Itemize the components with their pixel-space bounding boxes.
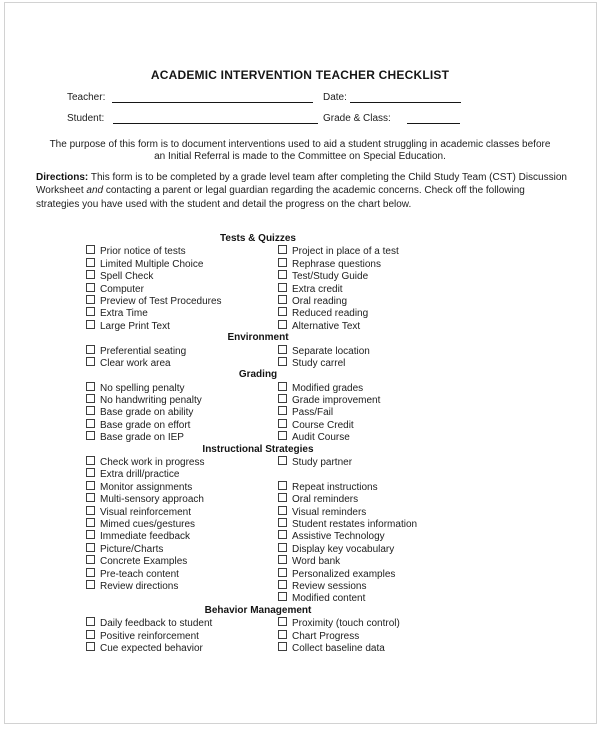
checkbox-label: Computer	[100, 283, 144, 295]
checkbox-item-oral-reminders	[278, 493, 358, 506]
checkbox[interactable]	[278, 481, 287, 490]
checkbox-item-monitor-assignments	[86, 481, 192, 494]
checklist-row	[0, 320, 600, 332]
checkbox[interactable]	[86, 481, 95, 490]
checklist-row	[0, 543, 600, 555]
checklist-row	[0, 307, 600, 319]
checklist-row	[0, 580, 600, 592]
checkbox-item-display-key-vocabulary	[278, 543, 394, 556]
checkbox-label: Reduced reading	[292, 308, 369, 320]
checkbox-label: Oral reading	[292, 295, 348, 307]
checklist	[0, 233, 600, 654]
checkbox[interactable]	[278, 493, 287, 502]
checkbox-item-pass-fail	[278, 406, 333, 419]
checkbox-item-modified-grades	[278, 382, 363, 395]
section-heading-instructional-strategies: Instructional Strategies	[202, 443, 314, 455]
checkbox[interactable]	[278, 506, 287, 515]
checkbox-label: Base grade on ability	[100, 407, 194, 419]
checkbox-label: Oral reminders	[292, 494, 359, 506]
checkbox-label: No spelling penalty	[100, 382, 185, 394]
checklist-row	[0, 431, 600, 443]
checkbox-item-cue-expected-behavior	[86, 642, 203, 655]
date-label: Date:	[323, 92, 347, 103]
checklist-row	[0, 642, 600, 654]
checklist-row	[0, 357, 600, 369]
checkbox-label: Visual reminders	[292, 506, 367, 518]
checklist-row	[0, 506, 600, 518]
checklist-row	[0, 245, 600, 257]
checklist-row	[0, 617, 600, 629]
checklist-row	[0, 382, 600, 394]
checkbox-label: Preview of Test Procedures	[100, 295, 222, 307]
checklist-row	[0, 283, 600, 295]
checkbox[interactable]	[278, 630, 287, 639]
section-heading-behavior-management: Behavior Management	[204, 604, 312, 616]
checkbox[interactable]	[86, 530, 95, 539]
checkbox-label: Test/Study Guide	[292, 271, 369, 283]
checkbox[interactable]	[86, 394, 95, 403]
checkbox-label: Pass/Fail	[292, 407, 334, 419]
checkbox-label: Check work in progress	[100, 457, 205, 469]
checkbox-item-extra-drill-practice	[86, 468, 179, 481]
checkbox-label: Student restates information	[292, 518, 418, 530]
checkbox[interactable]	[86, 555, 95, 564]
checkbox[interactable]	[86, 630, 95, 639]
checkbox-item-review-directions	[86, 580, 178, 593]
checkbox[interactable]	[278, 518, 287, 527]
checkbox[interactable]	[278, 642, 287, 651]
page-title: ACADEMIC INTERVENTION TEACHER CHECKLIST	[150, 68, 450, 82]
checkbox[interactable]	[278, 295, 287, 304]
checkbox-label: Clear work area	[100, 357, 171, 369]
checkbox-item-proximity-touch-control	[278, 617, 400, 630]
checkbox[interactable]	[86, 307, 95, 316]
checkbox-item-computer	[86, 283, 144, 296]
checkbox-item-visual-reinforcement	[86, 506, 191, 519]
checkbox-item-base-grade-on-ability	[86, 406, 193, 419]
checkbox-label: Personalized examples	[292, 568, 396, 580]
checkbox-item-extra-time	[86, 307, 148, 320]
checkbox[interactable]	[86, 568, 95, 577]
checkbox-label: Assistive Technology	[292, 531, 385, 543]
section-heading-environment: Environment	[227, 332, 289, 344]
teacher-input-line[interactable]	[112, 102, 313, 103]
checkbox-label: Prior notice of tests	[100, 246, 186, 258]
checkbox[interactable]	[86, 357, 95, 366]
checkbox-item-limited-multiple-choice	[86, 258, 203, 271]
checklist-row	[0, 406, 600, 418]
checkbox[interactable]	[86, 283, 95, 292]
checkbox-item-oral-reading	[278, 295, 347, 308]
checkbox-label: Course Credit	[292, 419, 354, 431]
checklist-row	[0, 394, 600, 406]
checkbox-label: Modified content	[292, 593, 366, 605]
checkbox-label: Extra drill/practice	[100, 469, 180, 481]
checklist-row	[0, 481, 600, 493]
section-heading-tests-quizzes: Tests & Quizzes	[220, 233, 296, 244]
checkbox-item-assistive-technology	[278, 530, 385, 543]
checkbox-label: Alternative Text	[292, 320, 361, 332]
checklist-row	[0, 568, 600, 580]
checkbox-item-study-carrel	[278, 357, 345, 370]
checklist-row	[0, 630, 600, 642]
checkbox-label: Positive reinforcement	[100, 630, 199, 642]
checkbox[interactable]	[278, 419, 287, 428]
checkbox[interactable]	[278, 382, 287, 391]
checkbox-item-review-sessions	[278, 580, 366, 593]
checkbox[interactable]	[86, 320, 95, 329]
checkbox-item-course-credit	[278, 419, 354, 432]
checkbox-label: Study partner	[292, 457, 353, 469]
checkbox-item-student-restates-information	[278, 518, 417, 531]
checklist-row	[0, 518, 600, 530]
directions-text	[36, 171, 568, 211]
checkbox[interactable]	[278, 320, 287, 329]
checkbox[interactable]	[278, 555, 287, 564]
checkbox[interactable]	[278, 406, 287, 415]
checkbox-label: Review directions	[100, 580, 179, 592]
directions-italic-word: and	[86, 185, 104, 197]
checkbox[interactable]	[278, 270, 287, 279]
checkbox-label: Display key vocabulary	[292, 543, 395, 555]
checkbox-item-picture-charts	[86, 543, 163, 556]
checkbox[interactable]	[278, 431, 287, 440]
checkbox[interactable]	[278, 530, 287, 539]
checkbox-label: Cue expected behavior	[100, 642, 203, 654]
checkbox-label: Immediate feedback	[100, 531, 191, 543]
checkbox[interactable]	[86, 431, 95, 440]
checkbox-item-word-bank	[278, 555, 340, 568]
checkbox-item-check-work-in-progress	[86, 456, 204, 469]
checkbox-label: Rephrase questions	[292, 258, 381, 270]
directions-label: Directions:	[36, 172, 89, 183]
checkbox-label: Audit Course	[292, 432, 350, 444]
checkbox-item-daily-feedback-to-student	[86, 617, 212, 630]
checkbox[interactable]	[86, 406, 95, 415]
checkbox-label: Study carrel	[292, 357, 346, 369]
checkbox-item-alternative-text	[278, 320, 360, 333]
checklist-row	[0, 419, 600, 431]
checkbox-label: Extra credit	[292, 283, 343, 295]
checklist-row	[0, 493, 600, 505]
checkbox[interactable]	[86, 468, 95, 477]
checkbox-label: Extra Time	[100, 308, 148, 320]
checkbox-item-repeat-instructions	[278, 481, 378, 494]
checkbox[interactable]	[278, 307, 287, 316]
checkbox-label: Preferential seating	[100, 345, 187, 357]
checkbox-item-preview-of-test-procedures	[86, 295, 222, 308]
date-input-line[interactable]	[350, 102, 461, 103]
checkbox-item-preferential-seating	[86, 345, 186, 358]
checklist-row	[0, 258, 600, 270]
checkbox[interactable]	[86, 382, 95, 391]
checkbox-label: Monitor assignments	[100, 481, 193, 493]
checkbox[interactable]	[86, 345, 95, 354]
checkbox-item-collect-baseline-data	[278, 642, 385, 655]
checklist-row	[0, 592, 600, 604]
checkbox-item-extra-credit	[278, 283, 343, 296]
checkbox-item-no-handwriting-penalty	[86, 394, 202, 407]
checkbox[interactable]	[278, 245, 287, 254]
checkbox-label: Base grade on effort	[100, 419, 191, 431]
checkbox[interactable]	[278, 456, 287, 465]
checklist-row	[0, 468, 600, 480]
checkbox-label: Picture/Charts	[100, 543, 164, 555]
checkbox[interactable]	[86, 295, 95, 304]
checkbox-label: Proximity (touch control)	[292, 618, 400, 630]
checkbox[interactable]	[86, 518, 95, 527]
checkbox-item-positive-reinforcement	[86, 630, 199, 643]
checkbox-item-concrete-examples	[86, 555, 187, 568]
checkbox-label: No handwriting penalty	[100, 395, 202, 407]
checkbox[interactable]	[278, 568, 287, 577]
checkbox-label: Concrete Examples	[100, 556, 188, 568]
checkbox-label: Daily feedback to student	[100, 618, 213, 630]
checkbox-item-base-grade-on-effort	[86, 419, 190, 432]
grade-class-input-line[interactable]	[407, 123, 460, 124]
checkbox-item-immediate-feedback	[86, 530, 190, 543]
checkbox-item-large-print-text	[86, 320, 170, 333]
checklist-row	[0, 295, 600, 307]
checkbox[interactable]	[278, 345, 287, 354]
checkbox-item-rephrase-questions	[278, 258, 381, 271]
checkbox-label: Base grade on IEP	[100, 432, 184, 444]
section-heading-grading: Grading	[238, 369, 278, 381]
checkbox[interactable]	[86, 270, 95, 279]
purpose-text: The purpose of this form is to document interventions used to aid a student struggling in academic classes before an Initial Referral is made to the Committee on Special Education.	[49, 139, 551, 162]
checkbox[interactable]	[278, 543, 287, 552]
checkbox-item-project-in-place-of-a-test	[278, 245, 399, 258]
student-label: Student:	[67, 113, 105, 124]
checkbox-item-audit-course	[278, 431, 350, 444]
checkbox-item-no-spelling-penalty	[86, 382, 185, 395]
checkbox[interactable]	[86, 642, 95, 651]
checkbox-label: Separate location	[292, 345, 370, 357]
checkbox-item-separate-location	[278, 345, 370, 358]
checkbox-item-visual-reminders	[278, 506, 366, 519]
checkbox-label: Grade improvement	[292, 395, 381, 407]
checkbox-label: Pre-teach content	[100, 568, 179, 580]
checkbox[interactable]	[86, 493, 95, 502]
checkbox-item-chart-progress	[278, 630, 359, 643]
grade-class-label: Grade & Class:	[323, 113, 391, 124]
checkbox-item-modified-content	[278, 592, 365, 605]
checkbox-label: Review sessions	[292, 580, 367, 592]
student-input-line[interactable]	[113, 123, 318, 124]
checkbox-item-prior-notice-of-tests	[86, 245, 186, 258]
checkbox-item-clear-work-area	[86, 357, 171, 370]
checkbox[interactable]	[86, 617, 95, 626]
checkbox-label: Project in place of a test	[292, 246, 399, 258]
checkbox-item-grade-improvement	[278, 394, 380, 407]
checkbox-label: Mimed cues/gestures	[100, 518, 196, 530]
checklist-row	[0, 530, 600, 542]
teacher-label: Teacher:	[67, 92, 106, 103]
checkbox-item-pre-teach-content	[86, 568, 179, 581]
checkbox-label: Limited Multiple Choice	[100, 258, 204, 270]
checklist-row	[0, 456, 600, 468]
checkbox-label: Visual reinforcement	[100, 506, 191, 518]
checkbox-item-mimed-cues-gestures	[86, 518, 195, 531]
checkbox[interactable]	[278, 592, 287, 601]
checkbox-label: Chart Progress	[292, 630, 360, 642]
checkbox-label: Multi-sensory approach	[100, 494, 204, 506]
checkbox-label: Spell Check	[100, 271, 154, 283]
checkbox-item-base-grade-on-iep	[86, 431, 184, 444]
checkbox-label: Repeat instructions	[292, 481, 378, 493]
checkbox[interactable]	[86, 456, 95, 465]
checklist-row	[0, 270, 600, 282]
checkbox-item-reduced-reading	[278, 307, 368, 320]
checkbox-label: Collect baseline data	[292, 642, 385, 654]
checklist-row	[0, 345, 600, 357]
checklist-row	[0, 555, 600, 567]
checkbox[interactable]	[86, 543, 95, 552]
checkbox[interactable]	[278, 357, 287, 366]
checkbox[interactable]	[278, 617, 287, 626]
checkbox[interactable]	[86, 258, 95, 267]
checkbox[interactable]	[278, 283, 287, 292]
directions-body-1: This form is to be completed by a grade level team after completing the Child Study Team (CST) Discussion Worksheet	[36, 172, 567, 197]
checkbox[interactable]	[86, 419, 95, 428]
checkbox-item-multi-sensory-approach	[86, 493, 204, 506]
checkbox[interactable]	[86, 506, 95, 515]
checkbox[interactable]	[86, 245, 95, 254]
checkbox[interactable]	[278, 258, 287, 267]
checkbox-item-study-partner	[278, 456, 352, 469]
checkbox-item-personalized-examples	[278, 568, 395, 581]
checkbox[interactable]	[278, 394, 287, 403]
directions-body-2: contacting a parent or legal guardian regarding the academic concerns. Check off the following strategies you have used with the student and detail the progress on the chart below.	[36, 185, 525, 210]
checkbox-item-test-study-guide	[278, 270, 368, 283]
checkbox-label: Modified grades	[292, 382, 364, 394]
checkbox[interactable]	[86, 580, 95, 589]
checkbox-item-spell-check	[86, 270, 153, 283]
checkbox[interactable]	[278, 580, 287, 589]
checkbox-label: Large Print Text	[100, 320, 170, 332]
checkbox-label: Word bank	[292, 556, 341, 568]
